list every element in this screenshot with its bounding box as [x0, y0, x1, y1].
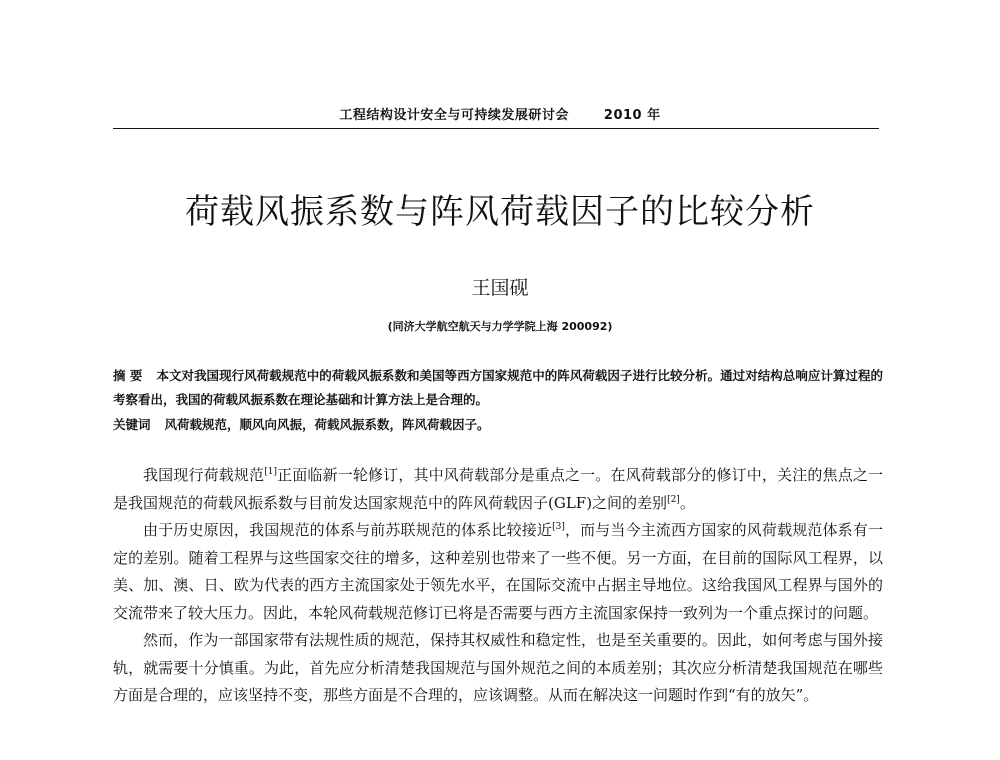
author-affiliation: (同济大学航空航天与力学学院上海 200092) [387, 320, 613, 333]
abstract-label: 摘 要 [113, 368, 143, 383]
citation-2: [2] [667, 494, 680, 505]
citation-1: [1] [264, 467, 277, 477]
abstract [113, 364, 883, 412]
conference-year: 2010 年 [603, 108, 661, 123]
paragraph-3: 然而，作为一部国家带有法规性质的规范，保持其权威性和稳定性，也是至关重要的。因此，如何考虑与国外接轨，就需要十分慎重。为此，首先应分析清楚我国规范与国外规范之间的本质差别；其次应分析清楚我国规范在哪些方面是合理的，应该坚持不变，那些方面是不合理的，应该调整。从而在解决这一问题时作到“有的放矢”。 [113, 631, 883, 704]
conference-name: 工程结构设计安全与可持续发展研讨会 [339, 108, 569, 123]
citation-3: [3] [552, 522, 565, 532]
p1-text-a: 我国现行荷载规范 [143, 466, 265, 484]
p2-text-b: ，而与当今主流西方国家的风荷载规范体系有一定的差别。随着工程界与这些国家交往的增多，这种差别也带来了一些不便。另一方面，在目前的国际风工程界，以美、加、澳、日、欧为代表的西方主流国家处于领先水平，在国际交流中占据主导地位。这给我国风工程界与国外的交流带来了较大压力。因此，本轮风荷载规范修订已将是否需要与西方主流国家保持一致列为一个重点探讨的问题。 [113, 521, 883, 622]
paragraph-2 [113, 517, 883, 627]
p1-text-c: 。 [679, 493, 695, 512]
paragraph-1 [113, 462, 883, 517]
author-name: 王国砚 [471, 277, 529, 299]
header-rule [113, 128, 879, 129]
body-text [113, 462, 883, 710]
abstract-text: 本文对我国现行风荷载规范中的荷载风振系数和美国等西方国家规范中的阵风荷载因子进行比较分析。通过对结构总响应计算过程的考察看出，我国的荷载风振系数在理论基础和计算方法上是合理的。 [113, 368, 883, 407]
keywords-label: 关键词 [113, 417, 151, 432]
keywords [113, 413, 883, 437]
running-header [0, 104, 1000, 123]
keywords-text: 风荷载规范，顺风向风振，荷载风振系数，阵风荷载因子。 [164, 417, 490, 432]
p2-text-a: 由于历史原因，我国规范的体系与前苏联规范的体系比较接近 [143, 521, 553, 539]
p1-text-b: 正面临新一轮修订，其中风荷载部分是重点之一。在风荷载部分的修订中，关注的焦点之一是我国规范的荷载风振系数与目前发达国家规范中的阵风荷载因子(GLF)之间的差别 [113, 466, 883, 512]
paper-title: 荷载风振系数与阵风荷载因子的比较分析 [185, 192, 815, 232]
